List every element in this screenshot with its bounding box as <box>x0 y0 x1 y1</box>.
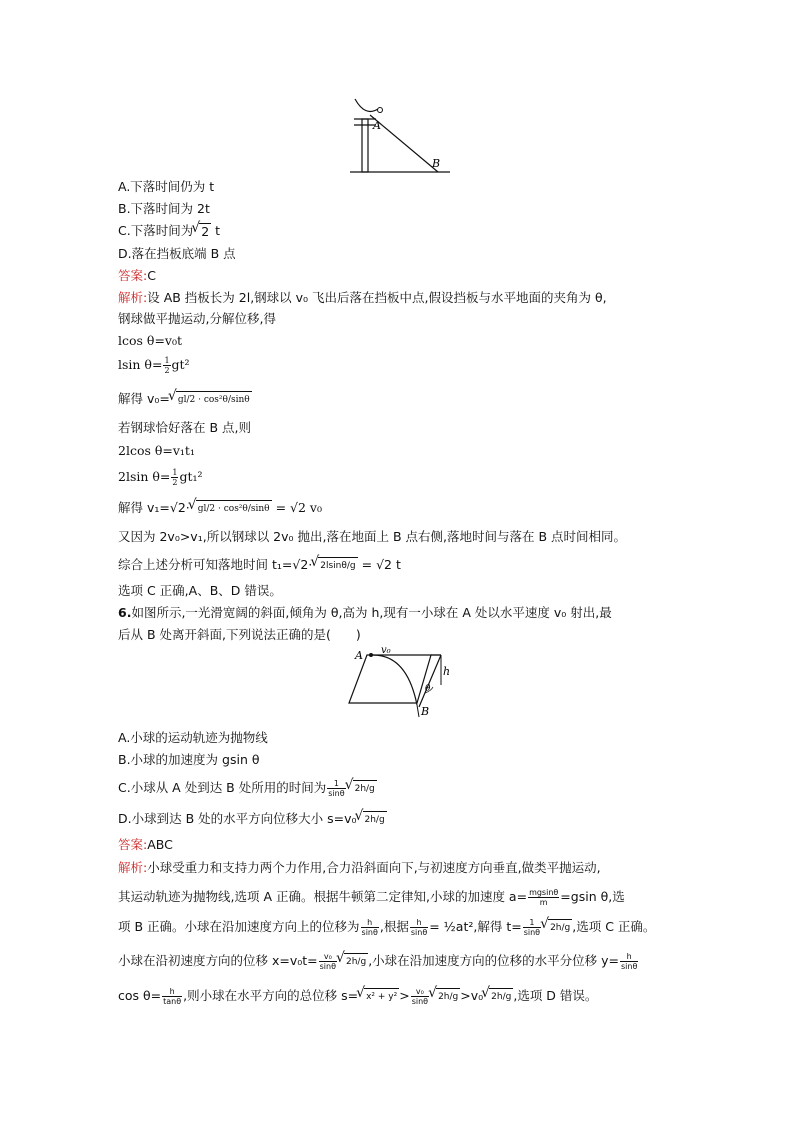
q6-option-c-prefix: C.小球从 A 处到达 B 处所用的时间为 <box>118 780 327 795</box>
q5-option-b: B.下落时间为 2t <box>118 201 210 216</box>
den: sinθ <box>410 928 428 937</box>
q5-option-d: D.落在挡板底端 B 点 <box>118 246 236 261</box>
answer-value: C <box>147 268 156 283</box>
eq6-right: = √2 v₀ <box>275 500 322 515</box>
label-b: B <box>432 157 441 170</box>
answer-value: ABC <box>147 837 173 852</box>
q5-solution-line5 <box>118 557 401 574</box>
question-number: 6. <box>118 605 132 620</box>
trajectory <box>373 655 417 705</box>
num: h <box>162 987 182 997</box>
eq6-radical: √ gl/2 · cos²θ/sinθ <box>196 500 272 517</box>
line5-right: = √2 t <box>361 557 401 572</box>
incline-edge <box>419 655 441 707</box>
q6-solution-line2 <box>118 888 625 907</box>
label-h: h <box>443 665 451 678</box>
eq5-num: 1 <box>172 468 178 477</box>
eq5-right: gt₁² <box>179 469 203 484</box>
text: 小球在沿初速度方向的位移 x=v₀t= <box>118 953 318 968</box>
fraction <box>523 918 541 937</box>
text: = ½at²,解得 t= <box>429 919 522 934</box>
q6-stem-text: 如图所示,一光滑宽阔的斜面,倾角为 θ,高为 h,现有一小球在 A 处以水平速度 v₀ 射出,最 <box>131 605 612 620</box>
eq2-num: 1 <box>164 356 170 365</box>
text: 项 B 正确。小球在沿加速度方向上的位移为 <box>118 919 360 934</box>
num: v₀ <box>411 987 429 997</box>
q6-option-d-prefix: D.小球到达 B 处的水平方向位移大小 s=v₀ <box>118 811 357 826</box>
q6-solution-line4 <box>118 952 639 971</box>
den: sinθ <box>411 997 429 1006</box>
q6-option-a: A.小球的运动轨迹为抛物线 <box>118 730 268 745</box>
text: ,选项 C 正确。 <box>572 919 656 934</box>
radical: √ 2h/g <box>548 919 572 936</box>
fraction <box>620 952 638 971</box>
q5-option-c-suffix: t <box>215 223 221 238</box>
q6-solution-line5 <box>118 987 597 1006</box>
solution-label: 解析: <box>118 290 148 305</box>
num: h <box>620 952 638 962</box>
radical: √ 2h/g <box>344 953 368 970</box>
text: >v₀ <box>460 988 484 1003</box>
radical: √ 2h/g <box>489 988 513 1005</box>
eq6-left: 解得 v₁=√2· <box>118 500 190 515</box>
label-theta: θ <box>425 684 431 694</box>
text: ,选项 D 错误。 <box>513 988 598 1003</box>
q6-stem-line1 <box>118 605 612 621</box>
eq2-left: lsin θ= <box>118 357 163 372</box>
q5-option-c-prefix: C.下落时间为 <box>118 223 194 238</box>
den: sinθ <box>328 789 345 798</box>
q6-option-c-fraction <box>327 779 345 798</box>
q6-option-c-radical: √ 2h/g <box>353 780 377 797</box>
q5-option-c <box>118 223 220 240</box>
num: v₀ <box>319 952 337 962</box>
q5-option-c-radical: √ 2 <box>199 223 211 240</box>
eq2-den: 2 <box>164 366 170 375</box>
q6-option-b: B.小球的加速度为 gsin θ <box>118 752 260 767</box>
q5-eq6 <box>118 500 322 517</box>
q6-solution-line1 <box>118 860 601 876</box>
text: ,小球在沿加速度方向的位移的水平分位移 y= <box>368 953 620 968</box>
eq3-radical: √ gl/2 · cos²θ/sinθ <box>176 391 252 408</box>
line5-left: 综合上述分析可知落地时间 t₁=√2· <box>118 557 313 572</box>
q5-solution-line2: 钢球做平抛运动,分解位移,得 <box>118 311 276 326</box>
pole <box>362 119 368 172</box>
den: m <box>539 898 548 907</box>
num: h <box>410 918 428 928</box>
q5-solution-line3: 若钢球恰好落在 B 点,则 <box>118 420 251 435</box>
fraction <box>319 952 337 971</box>
text: cos θ= <box>118 988 162 1003</box>
den: sinθ <box>361 928 378 937</box>
text: ,根据 <box>379 919 409 934</box>
q5-eq5 <box>118 468 203 487</box>
answer-label: 答案: <box>118 837 148 852</box>
radical: √ 2h/g <box>436 988 460 1005</box>
q5-eq4: 2lcos θ=v₁t₁ <box>118 443 195 458</box>
q5-option-a: A.下落时间仍为 t <box>118 179 215 194</box>
text: > <box>399 988 410 1003</box>
den: sinθ <box>621 962 638 971</box>
q5-eq3 <box>118 391 252 408</box>
ball-a <box>369 653 373 657</box>
q5-eq2 <box>118 356 190 375</box>
q6-stem-line2: 后从 B 处离开斜面,下列说法正确的是( ) <box>118 627 361 642</box>
eq5-left: 2lsin θ= <box>118 469 171 484</box>
fraction <box>162 987 182 1006</box>
text: 其运动轨迹为抛物线,选项 A 正确。根据牛顿第二定律知,小球的加速度 a= <box>118 889 528 904</box>
q5-solution-line6: 选项 C 正确,A、B、D 错误。 <box>118 583 282 598</box>
q6-option-d-radical: √ 2h/g <box>363 811 387 828</box>
label-b: B <box>421 705 430 718</box>
q5-solution-line4: 又因为 2v₀>v₁,所以钢球以 2v₀ 抛出,落在地面上 B 点右侧,落地时间与落在 B 点时间相同。 <box>118 529 626 544</box>
q5-eq1: lcos θ=v₀t <box>118 333 183 348</box>
eq2-fraction <box>163 356 170 375</box>
fraction <box>411 987 429 1006</box>
num: mgsinθ <box>529 888 559 897</box>
eq5-den: 2 <box>172 478 178 487</box>
q6-solution-line3 <box>118 918 655 937</box>
q6-option-d <box>118 811 387 828</box>
text: =gsin θ,选 <box>560 889 625 904</box>
figure-baffle <box>340 95 460 175</box>
line5-radical: √ 2lsinθ/g <box>318 557 357 574</box>
num: 1 <box>327 779 345 789</box>
answer-label: 答案: <box>118 268 148 283</box>
text: ,则小球在水平方向的总位移 s= <box>183 988 359 1003</box>
figure-incline <box>345 645 457 723</box>
slide-curve <box>355 99 378 111</box>
den: sinθ <box>523 928 541 937</box>
label-a: A <box>373 119 381 132</box>
fraction <box>410 918 428 937</box>
eq2-right: gt² <box>171 357 190 372</box>
q6-option-c <box>118 779 377 798</box>
q5-solution-line1 <box>118 290 607 306</box>
solution-label: 解析: <box>118 860 148 875</box>
incline-face <box>349 655 431 703</box>
eq3-left: 解得 v₀= <box>118 391 170 406</box>
q6-answer <box>118 837 173 853</box>
solution-text: 设 AB 挡板长为 2l,钢球以 v₀ 飞出后落在挡板中点,假设挡板与水平地面的夹角为 θ, <box>147 290 607 305</box>
den: sinθ <box>319 962 336 971</box>
label-v0: v₀ <box>381 645 391 656</box>
den: tanθ <box>163 997 182 1006</box>
label-a: A <box>355 649 363 662</box>
num: 1 <box>523 918 541 928</box>
eq5-fraction <box>171 468 178 487</box>
fraction <box>528 888 559 907</box>
num: h <box>361 918 379 928</box>
q5-answer <box>118 268 156 284</box>
ball <box>378 108 383 113</box>
fraction <box>361 918 379 937</box>
radical: √ x² + y² <box>364 988 399 1005</box>
solution-text: 小球受重力和支持力两个力作用,合力沿斜面向下,与初速度方向垂直,做类平抛运动, <box>147 860 601 875</box>
